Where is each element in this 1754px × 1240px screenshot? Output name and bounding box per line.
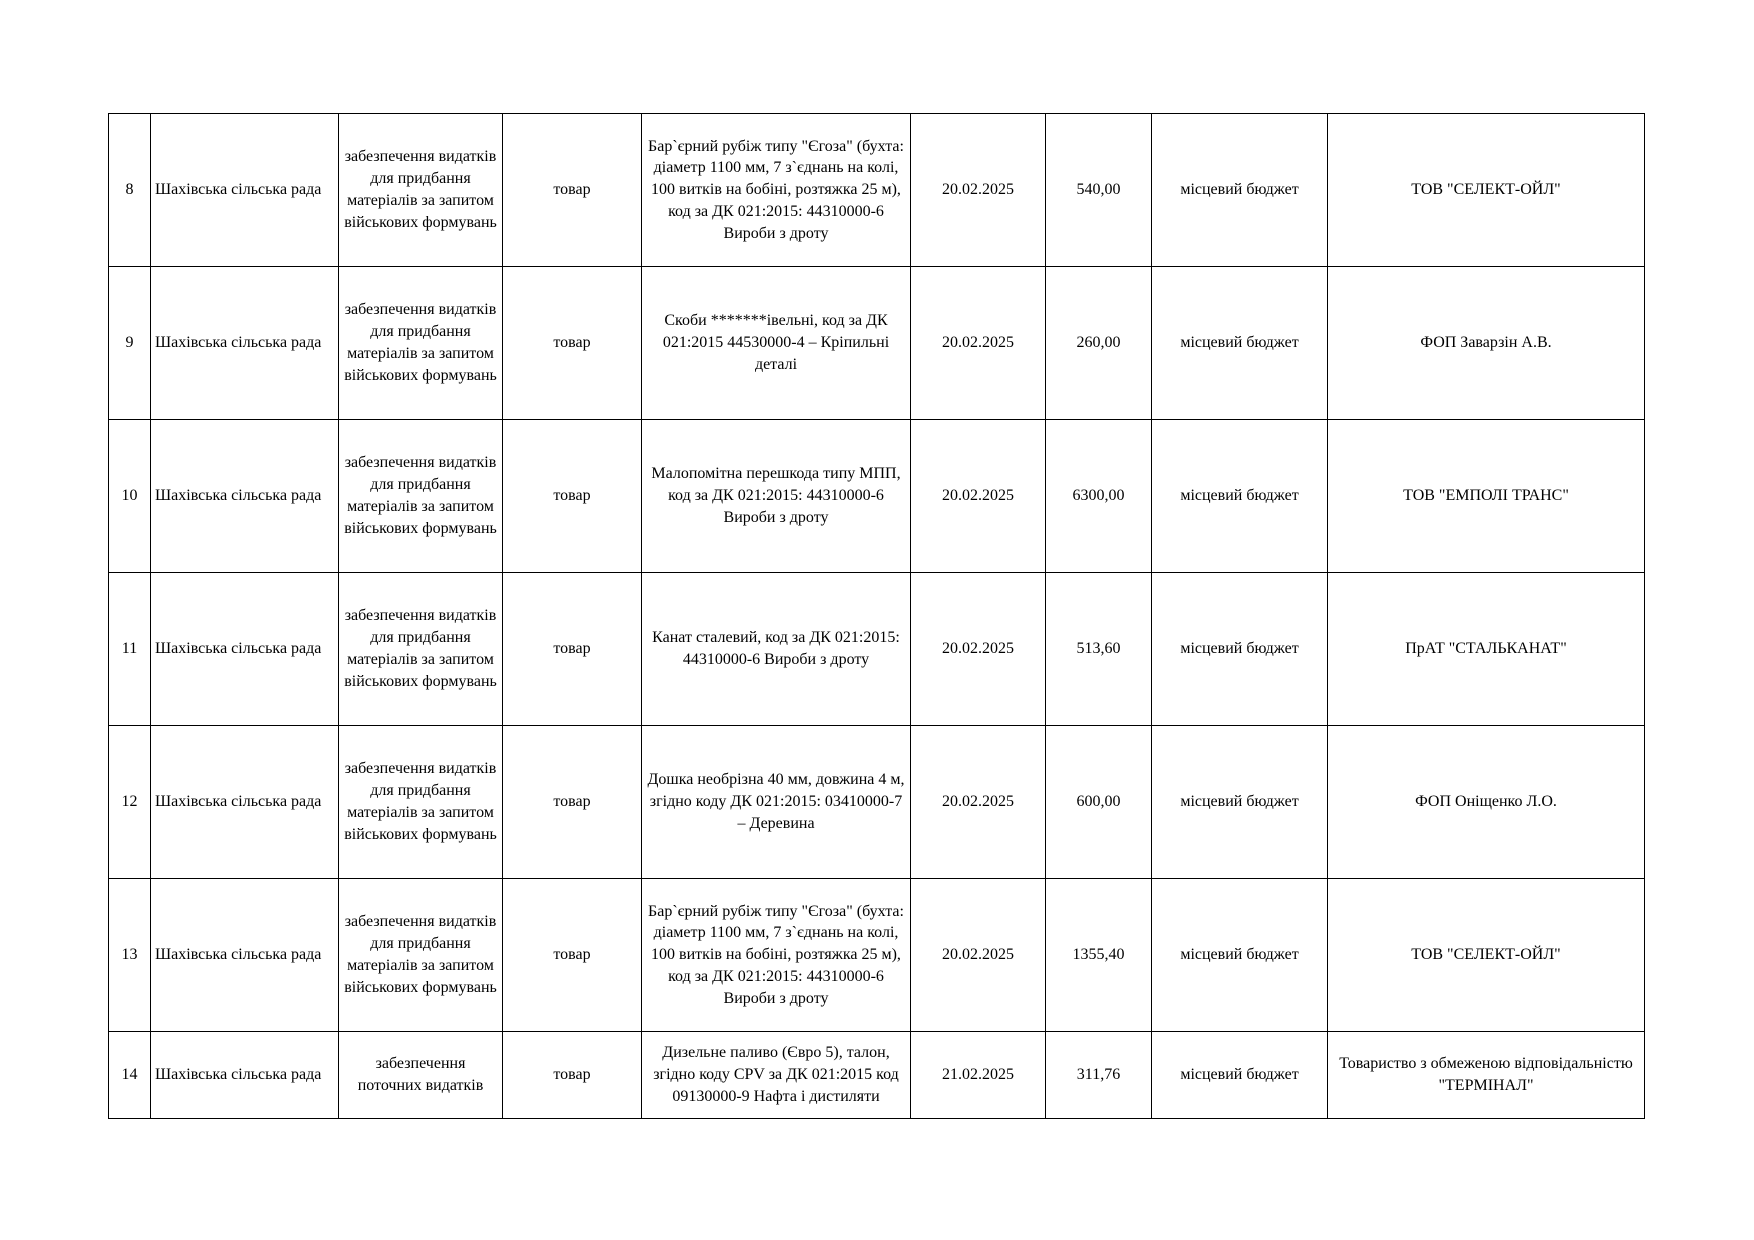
subject-cell: Канат сталевий, код за ДК 021:2015: 44310000-6 Вироби з дроту — [642, 573, 911, 726]
subject-cell: Дизельне паливо (Євро 5), талон, згідно коду CPV за ДК 021:2015 код 09130000-9 Нафта і дистиляти — [642, 1032, 911, 1119]
table-row — [109, 1032, 1645, 1119]
funding-cell: місцевий бюджет — [1152, 726, 1328, 879]
date-cell: 20.02.2025 — [911, 267, 1046, 420]
purpose-cell: забезпечення видатків для придбання матеріалів за запитом військових формувань — [339, 879, 503, 1032]
organization-cell: Шахівська сільська рада — [151, 726, 339, 879]
row-number: 11 — [109, 573, 151, 726]
subject-cell: Бар`єрний рубіж типу "Єгоза" (бухта: діаметр 1100 мм, 7 з`єднань на колі, 100 витків на бобіні, розтяжка 25 м), код за ДК 021:2015: 44310000-6 Вироби з дроту — [642, 114, 911, 267]
row-number: 10 — [109, 420, 151, 573]
type-cell: товар — [503, 879, 642, 1032]
procurement-table — [108, 113, 1645, 1119]
supplier-cell: Товариство з обмеженою відповідальністю "ТЕРМІНАЛ" — [1328, 1032, 1645, 1119]
type-cell: товар — [503, 420, 642, 573]
funding-cell: місцевий бюджет — [1152, 573, 1328, 726]
date-cell: 20.02.2025 — [911, 114, 1046, 267]
date-cell: 20.02.2025 — [911, 879, 1046, 1032]
amount-cell: 600,00 — [1046, 726, 1152, 879]
row-number: 13 — [109, 879, 151, 1032]
supplier-cell: ПрАТ "СТАЛЬКАНАТ" — [1328, 573, 1645, 726]
purpose-cell: забезпечення видатків для придбання матеріалів за запитом військових формувань — [339, 726, 503, 879]
type-cell: товар — [503, 267, 642, 420]
subject-cell: Дошка необрізна 40 мм, довжина 4 м, згідно коду ДК 021:2015: 03410000-7 – Деревина — [642, 726, 911, 879]
organization-cell: Шахівська сільська рада — [151, 114, 339, 267]
supplier-cell: ТОВ "СЕЛЕКТ-ОЙЛ" — [1328, 114, 1645, 267]
row-number: 9 — [109, 267, 151, 420]
funding-cell: місцевий бюджет — [1152, 420, 1328, 573]
purpose-cell: забезпечення видатків для придбання матеріалів за запитом військових формувань — [339, 420, 503, 573]
supplier-cell: ТОВ "СЕЛЕКТ-ОЙЛ" — [1328, 879, 1645, 1032]
date-cell: 20.02.2025 — [911, 726, 1046, 879]
organization-cell: Шахівська сільська рада — [151, 420, 339, 573]
organization-cell: Шахівська сільська рада — [151, 573, 339, 726]
type-cell: товар — [503, 1032, 642, 1119]
table-row — [109, 114, 1645, 267]
date-cell: 20.02.2025 — [911, 420, 1046, 573]
type-cell: товар — [503, 573, 642, 726]
table-row — [109, 267, 1645, 420]
amount-cell: 6300,00 — [1046, 420, 1152, 573]
subject-cell: Малопомітна перешкода типу МПП, код за ДК 021:2015: 44310000-6 Вироби з дроту — [642, 420, 911, 573]
organization-cell: Шахівська сільська рада — [151, 267, 339, 420]
supplier-cell: ТОВ "ЕМПОЛІ ТРАНС" — [1328, 420, 1645, 573]
funding-cell: місцевий бюджет — [1152, 879, 1328, 1032]
table-row — [109, 573, 1645, 726]
date-cell: 20.02.2025 — [911, 573, 1046, 726]
funding-cell: місцевий бюджет — [1152, 1032, 1328, 1119]
supplier-cell: ФОП Заварзін А.В. — [1328, 267, 1645, 420]
table-row — [109, 726, 1645, 879]
funding-cell: місцевий бюджет — [1152, 267, 1328, 420]
table-row — [109, 420, 1645, 573]
purpose-cell: забезпечення видатків для придбання матеріалів за запитом військових формувань — [339, 267, 503, 420]
organization-cell: Шахівська сільська рада — [151, 879, 339, 1032]
purpose-cell: забезпечення видатків для придбання матеріалів за запитом військових формувань — [339, 573, 503, 726]
amount-cell: 260,00 — [1046, 267, 1152, 420]
supplier-cell: ФОП Оніщенко Л.О. — [1328, 726, 1645, 879]
date-cell: 21.02.2025 — [911, 1032, 1046, 1119]
organization-cell: Шахівська сільська рада — [151, 1032, 339, 1119]
purpose-cell: забезпечення видатків для придбання матеріалів за запитом військових формувань — [339, 114, 503, 267]
subject-cell: Скоби *******івельні, код за ДК 021:2015 44530000-4 – Кріпильні деталі — [642, 267, 911, 420]
amount-cell: 311,76 — [1046, 1032, 1152, 1119]
subject-cell: Бар`єрний рубіж типу "Єгоза" (бухта: діаметр 1100 мм, 7 з`єднань на колі, 100 витків на бобіні, розтяжка 25 м), код за ДК 021:2015: 44310000-6 Вироби з дроту — [642, 879, 911, 1032]
purpose-cell: забезпечення поточних видатків — [339, 1032, 503, 1119]
funding-cell: місцевий бюджет — [1152, 114, 1328, 267]
type-cell: товар — [503, 726, 642, 879]
row-number: 12 — [109, 726, 151, 879]
amount-cell: 513,60 — [1046, 573, 1152, 726]
row-number: 8 — [109, 114, 151, 267]
amount-cell: 540,00 — [1046, 114, 1152, 267]
table-row — [109, 879, 1645, 1032]
row-number: 14 — [109, 1032, 151, 1119]
amount-cell: 1355,40 — [1046, 879, 1152, 1032]
type-cell: товар — [503, 114, 642, 267]
